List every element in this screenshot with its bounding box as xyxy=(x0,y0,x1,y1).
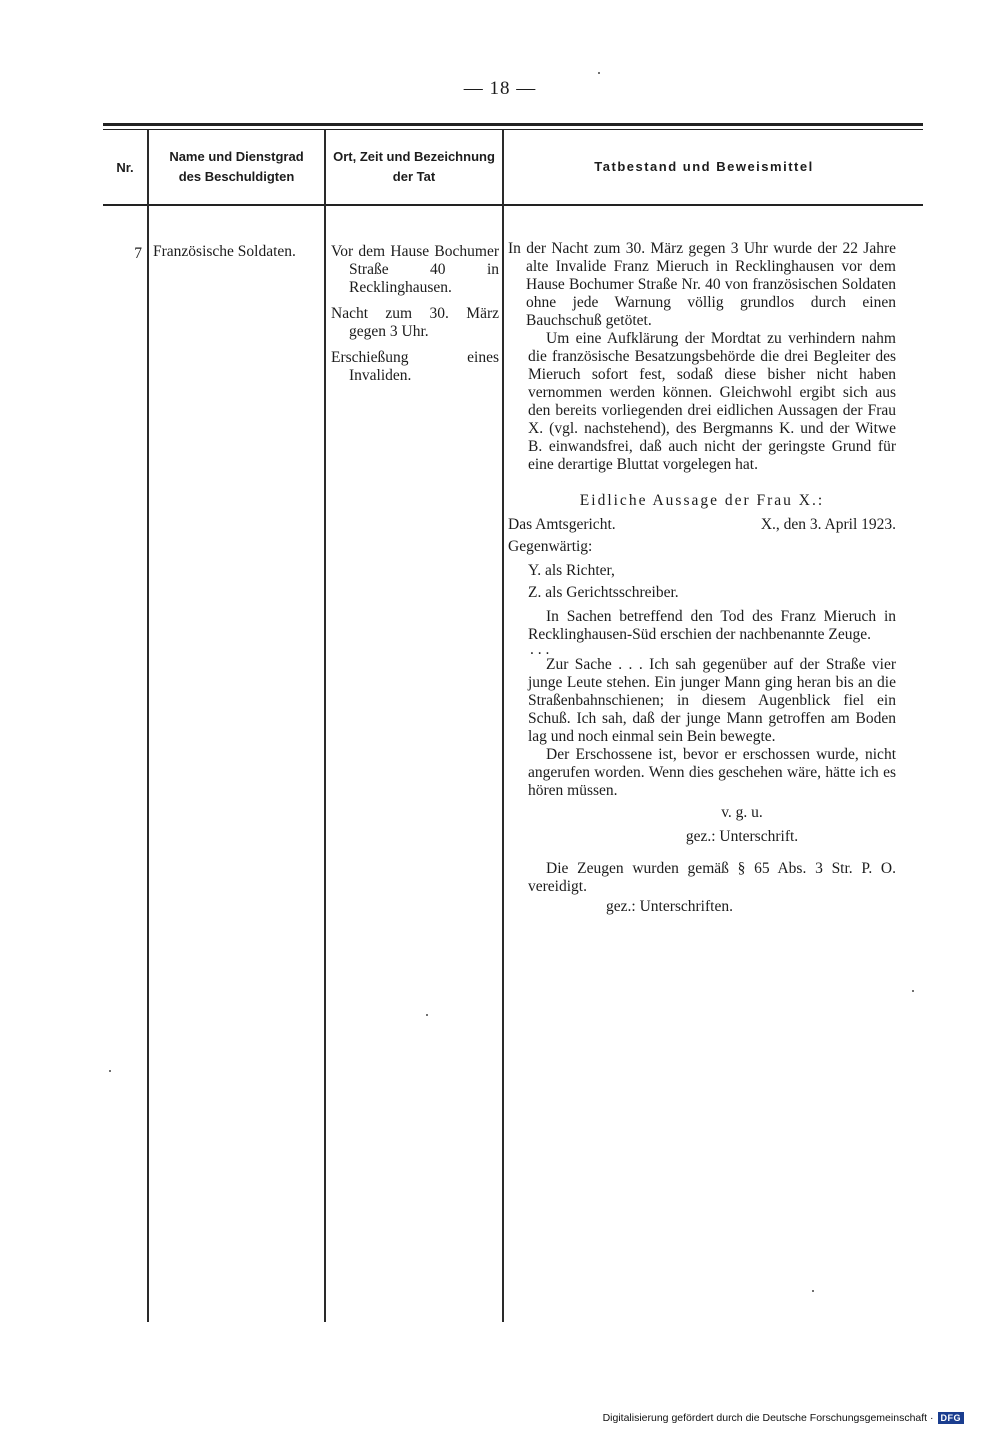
scan-speck xyxy=(109,1070,111,1072)
facts-paragraph-1: In der Nacht zum 30. März gegen 3 Uhr wurde der 22 Jahre alte Invalide Franz Mieruch in Recklinghausen vor dem Hause Bochumer Straße Nr. 40 von französischen Soldaten ohne jede Warnung völlig grundlos durch einen Bauchschuß getötet. xyxy=(508,240,896,329)
testimony-signatures: gez.: Unterschriften. xyxy=(606,898,733,915)
testimony-date: X., den 3. April 1923. xyxy=(760,516,896,533)
header-name-line1: Name und Dienstgrad xyxy=(169,149,304,164)
testimony-sworn xyxy=(508,860,896,916)
entry-number: 7 xyxy=(134,245,142,262)
header-place-line1: Ort, Zeit und Bezeichnung xyxy=(333,149,495,164)
column-divider-1 xyxy=(147,130,149,1322)
facts-paragraph-2 xyxy=(508,330,896,474)
dfg-logo: DFG xyxy=(938,1412,965,1424)
scan-speck xyxy=(912,990,914,992)
table-top-rule xyxy=(103,123,923,126)
scan-speck xyxy=(598,72,600,74)
testimony-court-line xyxy=(508,516,896,534)
entry-place xyxy=(331,243,499,385)
entry-location: Vor dem Hause Bochumer Straße 40 in Recklinghausen. xyxy=(331,243,499,296)
testimony-statement-2: Der Erschossene ist, bevor er erschossen wurde, nicht angerufen worden. Wenn dies geschehen wäre, hätte ich es hören müssen. xyxy=(528,746,896,799)
page-number: — 18 — xyxy=(463,78,537,99)
testimony-sworn-text: Die Zeugen wurden gemäß § 65 Abs. 3 Str. P. O. vereidigt. xyxy=(528,860,896,895)
column-divider-3 xyxy=(502,130,504,1322)
footer-credit xyxy=(603,1412,964,1424)
testimony-heading: Eidliche Aussage der Frau X.: xyxy=(579,492,825,509)
entry-accused: Französische Soldaten. xyxy=(153,243,296,260)
header-nr: Nr. xyxy=(116,160,134,175)
header-name-line2: des Beschuldigten xyxy=(178,169,295,184)
header-facts: Tatbestand und Beweismittel xyxy=(594,159,814,174)
entry-time: Nacht zum 30. März gegen 3 Uhr. xyxy=(331,305,499,340)
testimony-signature: gez.: Unterschrift. xyxy=(685,828,799,845)
table-top-rule-thin xyxy=(103,129,923,130)
header-name xyxy=(149,147,324,187)
entry-facts xyxy=(508,240,896,916)
scan-speck xyxy=(812,1290,814,1292)
testimony-case: In Sachen betreffend den Tod des Franz Mieruch in Recklinghausen-Süd erschien der nachbenannte Zeuge. xyxy=(528,608,896,643)
testimony-present-label: Gegenwärtig: xyxy=(508,538,593,555)
testimony-statement: Zur Sache . . . Ich sah gegenüber auf der Straße vier junge Leute stehen. Ein junger Mann ging heran bis an die Straßenbahnschienen; in diesem Augenblick fiel ein Schuß. Ich sah, daß der junge Mann getroffen am Boden lag und noch einmal sein Bein bewegte. xyxy=(528,656,896,745)
testimony-ellipsis: . . . xyxy=(530,641,550,658)
header-bottom-rule xyxy=(103,204,923,206)
testimony-vgu: v. g. u. xyxy=(721,804,763,821)
footer-text: Digitalisierung gefördert durch die Deutsche Forschungsgemeinschaft · xyxy=(602,1412,934,1424)
testimony-court: Das Amtsgericht. xyxy=(508,516,616,533)
testimony-judge: Y. als Richter, xyxy=(528,562,615,579)
facts-paragraph-2-text: Um eine Aufklärung der Mordtat zu verhindern nahm die französische Besatzungsbehörde die drei Begleiter des Mieruch sofort fest, sodaß diese bisher nicht haben vernommen werden können. Gleichwohl ergibt sich aus den bereits vorliegenden drei eidlichen Aussagen der Frau X. (vgl. nachstehend), des Bergmanns K. und der Witwe B. einwandsfrei, daß auch nicht der geringste Grund für eine derartige Bluttat vorgelegen hat. xyxy=(528,330,896,473)
testimony-clerk: Z. als Gerichtsschreiber. xyxy=(528,584,679,601)
testimony-body xyxy=(508,608,896,846)
entry-deed: Erschießung eines Invaliden. xyxy=(331,349,499,384)
column-divider-2 xyxy=(324,130,326,1322)
header-place-time xyxy=(326,147,502,187)
scan-speck xyxy=(426,1014,428,1016)
header-place-line2: der Tat xyxy=(392,169,436,184)
